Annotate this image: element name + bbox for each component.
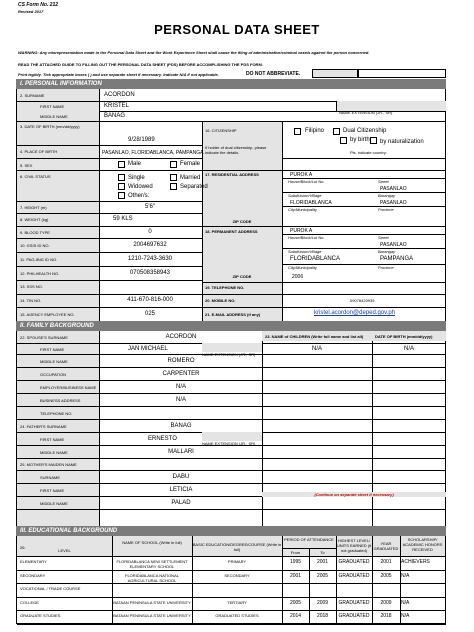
edu-year-header: YEAR GRADUATED: [373, 541, 399, 551]
dob-label: 3. DATE OF BIRTH (mm/dd/yyyy): [20, 124, 80, 129]
perm-street-label: Street: [378, 235, 389, 240]
by-naturalization-checkbox[interactable]: [370, 137, 377, 144]
edu-to-cell[interactable]: 2005: [316, 572, 329, 579]
male-checkbox[interactable]: [118, 161, 125, 168]
edu-level-cell: COLLEGE: [20, 599, 39, 605]
spouse-surname[interactable]: ACORDON: [165, 334, 197, 340]
warning-text: WARNING: Any misrepresentation made in the Personal Data Sheet and the Work Experience Sheet shall cause the filing of administrative/criminal case/s against the person concerned.: [18, 50, 370, 55]
spouse-first-label: FIRST NAME: [40, 347, 65, 352]
sex-label: 5. SEX: [20, 163, 33, 168]
edu-school-cell[interactable]: BATAAN PENINSULA STATE UNIVERSITY: [113, 613, 191, 619]
edu-to-cell[interactable]: 2009: [316, 599, 329, 606]
cs-id-label-box: [312, 69, 358, 78]
dual-citizenship-label: Dual Citizenship: [343, 128, 387, 134]
female-label: Female: [180, 161, 201, 167]
filipino-label: Filipino: [305, 128, 325, 134]
email-value[interactable]: kristel.acordon@deped.gov.ph: [314, 310, 396, 316]
separated-checkbox[interactable]: [170, 183, 177, 190]
edu-row-divider: [17, 570, 446, 571]
philhealth-label: 12. PHILHEALTH NO.: [20, 271, 60, 276]
single-checkbox[interactable]: [118, 174, 125, 181]
edu-course-cell[interactable]: PRIMARY: [227, 559, 247, 564]
res-zip-label: ZIP CODE: [232, 219, 252, 224]
edu-from-cell[interactable]: 2005: [289, 599, 302, 606]
perm-barangay-label: Barangay: [378, 249, 396, 254]
separated-label: Separated: [180, 184, 208, 190]
father-first-label: FIRST NAME: [40, 437, 65, 442]
mother-surname[interactable]: DABU: [172, 474, 190, 480]
mobile-label: 20. MOBILE NO.: [205, 298, 236, 303]
edu-highest-cell[interactable]: GRADUATED: [338, 572, 370, 579]
weight-label: 8. WEIGHT (kg): [20, 217, 49, 222]
firstname-value[interactable]: KRISTEL: [104, 103, 130, 109]
single-label: Single: [128, 175, 145, 181]
by-birth-label: by birth: [350, 137, 370, 143]
married-label: Married: [180, 175, 201, 181]
female-checkbox[interactable]: [170, 161, 177, 168]
father-middle-label: MIDDLE NAME: [40, 450, 68, 455]
edu-number: 26.: [20, 545, 26, 550]
spouse-middle[interactable]: ROMERO: [167, 358, 195, 364]
occupation-label: OCCUPATION: [40, 372, 67, 377]
others-checkbox[interactable]: [118, 192, 125, 199]
pob-label: 4. PLACE OF BIRTH: [20, 149, 58, 154]
res-street-label: Street: [378, 179, 389, 184]
perm-zip-value[interactable]: 2006: [292, 274, 304, 280]
filipino-checkbox[interactable]: [294, 128, 301, 135]
res-city[interactable]: FLORIDABLANCA: [290, 200, 332, 206]
perm-prov[interactable]: PAMPANGA: [380, 256, 414, 262]
pob-value[interactable]: PASANLAO, FLORIDABLANCA, PAMPANGA: [102, 150, 204, 156]
middlename-label: MIDDLE NAME: [40, 114, 68, 119]
res-province-label: Province: [378, 207, 394, 212]
spouse-tel-label: TELEPHONE NO.: [40, 411, 73, 416]
section-family-background: II. FAMILY BACKGROUND: [16, 321, 446, 331]
telephone-label: 19. TELEPHONE NO.: [205, 285, 245, 290]
edu-course-cell[interactable]: GRADUATED STUDIES: [215, 613, 259, 619]
spouse-label: 22. SPOUSE'S SURNAME: [20, 335, 68, 340]
res-sub-label: Subdivision/Village: [288, 193, 322, 198]
dual-citizenship-checkbox[interactable]: [333, 128, 340, 135]
name-ext-box: [336, 101, 446, 115]
perm-sitio[interactable]: PASANLAO: [380, 242, 407, 248]
citizenship-label: 16. CITIZENSHIP: [205, 128, 237, 133]
agency-value[interactable]: 025: [144, 311, 155, 317]
edu-highest-cell[interactable]: GRADUATED: [338, 599, 370, 606]
business-label: BUSINESS ADDRESS: [40, 398, 81, 403]
cs-id-note-box: [358, 69, 446, 78]
firstname-label: FIRST NAME: [40, 104, 65, 109]
edu-school-cell[interactable]: FLORIDABLANCA NEW SETTLEMENT ELEMENTARY SCHOOL: [116, 559, 188, 569]
business-value[interactable]: N/A: [175, 397, 186, 403]
edu-school-cell[interactable]: BATAAN PENINSULA STATE UNIVERSITY: [113, 599, 191, 605]
mother-surname-label: SURNAME: [40, 475, 61, 480]
edu-course-cell[interactable]: TERTIARY: [227, 599, 247, 605]
edu-from-cell[interactable]: 2001: [289, 572, 302, 579]
children-dob-label: DATE OF BIRTH (mm/dd/yyyy): [375, 334, 433, 339]
dob-value[interactable]: 9/28/1989: [128, 137, 155, 143]
mother-first[interactable]: LETICIA: [169, 487, 193, 493]
mother-middle-label: MIDDLE NAME: [40, 501, 68, 506]
spouse-middle-label: MIDDLE NAME: [40, 359, 68, 364]
edu-year-cell[interactable]: 2005: [380, 572, 392, 579]
father-surname[interactable]: BANAG: [170, 423, 192, 429]
edu-course-header: BASIC EDUCATION/DEGREE/COURSE (Write in full): [192, 542, 282, 552]
edu-year-cell[interactable]: 2018: [380, 613, 392, 620]
height-value[interactable]: 5'6": [145, 204, 155, 210]
blood-type-value[interactable]: 0: [148, 229, 152, 235]
tin-value[interactable]: 411-670-816-000: [127, 297, 173, 303]
edu-from-header: From: [290, 550, 301, 555]
spouse-ext-box: [202, 343, 262, 357]
gsis-value[interactable]: 2004697632: [133, 242, 167, 248]
edu-honors-cell[interactable]: N/A: [401, 572, 410, 579]
surname-value[interactable]: ACORDON: [104, 92, 135, 98]
pagibig-value[interactable]: 1210-7243-3630: [127, 256, 173, 262]
edu-level-cell: GRADUATE STUDIES: [20, 613, 61, 619]
guide-text: READ THE ATTACHED GUIDE TO FILLING OUT THE PERSONAL DATA SHEET (PDS) BEFORE ACCOMPLISHING THE PDS FORM.: [18, 62, 263, 67]
married-checkbox[interactable]: [170, 174, 177, 181]
edu-row-divider: [17, 610, 446, 611]
edu-level-cell: ELEMENTARY: [20, 559, 47, 564]
res-sitio[interactable]: PASANLAO: [380, 186, 407, 192]
edu-from-cell[interactable]: 2014: [289, 613, 302, 620]
edu-honors-header: SCHOLARSHIP/ ACADEMIC HONORS RECEIVED: [402, 537, 443, 552]
form-number: CS Form No. 212: [18, 2, 59, 8]
edu-highest-header: HIGHEST LEVEL/ UNITS EARNED (if not graduated): [336, 538, 372, 553]
occupation-value[interactable]: CARPENTER: [162, 371, 200, 377]
edu-year-cell[interactable]: 2009: [380, 599, 392, 606]
children-value[interactable]: N/A: [311, 346, 322, 352]
res-purok[interactable]: PUROK A: [290, 172, 313, 178]
father-first[interactable]: ERNESTO: [148, 436, 177, 442]
res-city-label: City/Municipality: [288, 207, 317, 212]
edu-level-header: LEVEL: [58, 548, 71, 553]
pagibig-label: 11. PAG-IBIG ID NO.: [20, 257, 58, 262]
father-label: 24. FATHER'S SURNAME: [20, 424, 67, 429]
by-birth-checkbox[interactable]: [340, 137, 347, 144]
edu-from-cell[interactable]: 1995: [289, 559, 302, 565]
surname-label: 2. SURNAME: [20, 93, 45, 98]
gsis-label: 10. GSIS ID NO.: [20, 243, 50, 248]
res-barangay-label: Barangay: [378, 193, 396, 198]
spouse-first[interactable]: JAN MICHAEL: [128, 346, 168, 352]
agency-label: 15. AGENCY EMPLOYEE NO.: [20, 312, 75, 317]
continue-note: (Continue on separate sheet if necessary): [262, 492, 446, 497]
widowed-checkbox[interactable]: [118, 183, 125, 190]
philhealth-value[interactable]: 070508358943: [129, 270, 171, 276]
mother-first-label: FIRST NAME: [40, 488, 65, 493]
weight-value[interactable]: 59 KLS: [113, 216, 133, 222]
middlename-value[interactable]: BANAG: [104, 113, 126, 119]
sss-label: 13. SSS NO.: [20, 284, 43, 289]
edu-honors-cell[interactable]: N/A: [401, 599, 410, 606]
mobile-value[interactable]: 09078420939: [350, 298, 375, 303]
father-middle[interactable]: MALLARI: [168, 449, 194, 455]
instructions-text: Print legibly. Tick appropriate boxes ( ) and use separate sheet if necessary. Indicate N/A if not applicable.: [18, 72, 219, 77]
country-label: Pls. indicate country:: [350, 150, 387, 155]
tin-label: 14. TIN NO.: [20, 298, 42, 303]
residential-address-label: 17. RESIDENTIAL ADDRESS: [205, 172, 259, 177]
edu-honors-cell[interactable]: ACHIEVERS: [401, 559, 430, 565]
edu-row-divider: [17, 583, 446, 584]
edu-highest-cell[interactable]: GRADUATED: [338, 613, 370, 620]
edu-row-divider: [17, 624, 446, 625]
section-personal-information: I. PERSONAL INFORMATION: [16, 79, 446, 89]
children-dob-value[interactable]: N/A: [403, 346, 414, 352]
perm-house-label: House/Block/Lot No.: [288, 235, 325, 240]
res-brgy[interactable]: PASANLAO: [380, 200, 407, 206]
father-ext-label: NAME EXTENSION (JR., SR): [202, 441, 256, 446]
edu-to-cell[interactable]: 2018: [316, 613, 329, 620]
children-label: 23. NAME of CHILDREN (Write full name and list all): [265, 334, 364, 339]
edu-school-header: NAME OF SCHOOL (Write in full): [122, 540, 182, 545]
do-not-abbreviate: DO NOT ABBREVIATE.: [246, 71, 301, 77]
widowed-label: Widowed: [128, 184, 153, 190]
edu-row-divider: [17, 597, 446, 598]
father-ext-box: [202, 432, 262, 446]
perm-purok[interactable]: PUROK A: [290, 228, 313, 234]
email-label: 21. E-MAIL ADDRESS (if any): [205, 312, 261, 317]
section-educational-background: III. EDUCATIONAL BACKGROUND: [16, 526, 446, 536]
perm-sub-label: Subdivision/Village: [288, 249, 322, 254]
perm-zip-label: ZIP CODE: [232, 274, 252, 279]
edu-level-cell: VOCATIONAL / TRADE COURSE: [20, 586, 81, 592]
spouse-ext-label: NAME EXTENSION (JR., SR): [202, 352, 256, 357]
edu-honors-cell[interactable]: N/A: [401, 613, 410, 620]
page-title: PERSONAL DATA SHEET: [154, 22, 320, 37]
civil-status-label: 6. CIVIL STATUS: [20, 174, 51, 179]
mother-middle[interactable]: PALAD: [171, 500, 191, 506]
perm-city[interactable]: FLORIDABLANCA: [290, 256, 341, 262]
edu-to-cell[interactable]: 2001: [316, 559, 329, 565]
res-house-label: House/Block/Lot No.: [288, 179, 325, 184]
citizenship-note: If holder of dual citizenship, please indicate the details.: [205, 145, 267, 155]
edu-level-cell: SECONDARY: [20, 572, 46, 578]
by-naturalization-label: by naturalization: [380, 139, 424, 145]
edu-school-cell[interactable]: FLORIDABLANCA NATIONAL AGRICULTURAL SCHOOL: [125, 572, 179, 583]
revised-label: Revised 2017: [18, 9, 44, 14]
employer-label: EMPLOYER/BUSINESS NAME: [40, 385, 97, 390]
edu-course-cell[interactable]: SECONDARY: [224, 572, 250, 578]
name-ext-label: NAME EXTENSION (JR., SR): [339, 110, 393, 115]
perm-province-label: Province: [378, 265, 394, 270]
mother-label: 25. MOTHER'S MAIDEN NAME: [20, 462, 77, 467]
edu-to-header: To: [320, 550, 325, 555]
edu-highest-cell[interactable]: GRADUATED: [338, 559, 370, 565]
edu-period-header: PERIOD OF ATTENDANCE: [284, 537, 334, 542]
permanent-address-label: 18. PERMANENT ADDRESS: [205, 229, 258, 234]
employer-value[interactable]: N/A: [175, 384, 186, 390]
height-label: 7. HEIGHT (m): [20, 205, 47, 210]
blood-type-label: 9. BLOOD TYPE: [20, 230, 50, 235]
perm-city-label: City/Municipality: [288, 265, 317, 270]
others-label: Other/s:: [128, 193, 150, 199]
edu-year-cell[interactable]: 2001: [380, 559, 392, 565]
male-label: Male: [128, 161, 142, 167]
